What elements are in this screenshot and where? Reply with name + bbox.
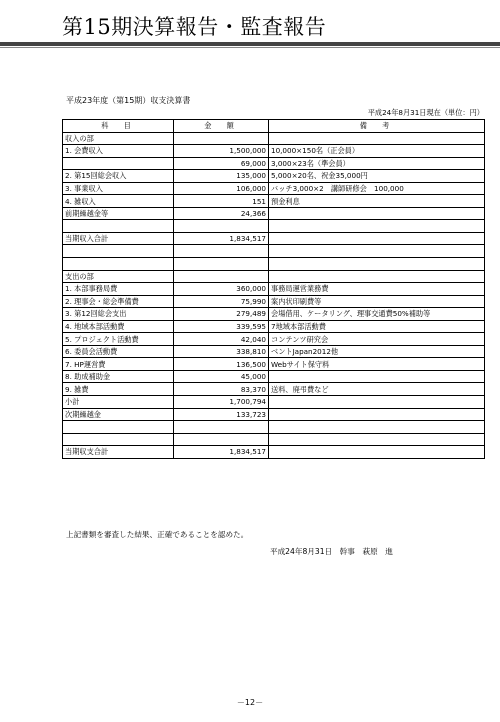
cell-item: 1. 本部事務局費 <box>63 283 174 296</box>
table-row <box>63 383 485 396</box>
cell-amount: 133,723 <box>174 408 269 421</box>
cell-notes: 預金利息 <box>269 195 485 208</box>
column-header-notes: 備 考 <box>269 120 485 133</box>
table-row <box>63 433 485 446</box>
cell-notes: ベントJapan2012他 <box>269 345 485 358</box>
cell-notes <box>269 258 485 271</box>
table-row <box>63 446 485 459</box>
cell-amount <box>174 258 269 271</box>
cell-amount <box>174 220 269 233</box>
table-row <box>63 345 485 358</box>
cell-item <box>63 157 174 170</box>
table-row <box>63 358 485 371</box>
table-row <box>63 245 485 258</box>
cell-notes <box>269 270 485 283</box>
cell-amount: 338,810 <box>174 345 269 358</box>
as-of-date: 平成24年8月31日現在（単位：円） <box>367 108 484 117</box>
cell-notes <box>269 207 485 220</box>
column-header-amount: 金 額 <box>174 120 269 133</box>
cell-notes <box>269 220 485 233</box>
cell-item: 支出の部 <box>63 270 174 283</box>
cell-notes <box>269 396 485 409</box>
cell-amount: 279,489 <box>174 308 269 321</box>
cell-item: 7. HP運営費 <box>63 358 174 371</box>
cell-amount: 69,000 <box>174 157 269 170</box>
table-row <box>63 320 485 333</box>
cell-notes: 事務局運営業務費 <box>269 283 485 296</box>
cell-amount: 106,000 <box>174 182 269 195</box>
table-row <box>63 182 485 195</box>
cell-notes: 送料、廃弔費など <box>269 383 485 396</box>
table-row <box>63 157 485 170</box>
table-row <box>63 195 485 208</box>
cell-notes <box>269 232 485 245</box>
cell-notes <box>269 446 485 459</box>
table-row <box>63 295 485 308</box>
cell-item: 8. 助成補助金 <box>63 370 174 383</box>
cell-item: 3. 事業収入 <box>63 182 174 195</box>
table-row <box>63 145 485 158</box>
cell-amount: 136,500 <box>174 358 269 371</box>
cell-item: 9. 雑費 <box>63 383 174 396</box>
table-row <box>63 283 485 296</box>
cell-amount: 360,000 <box>174 283 269 296</box>
cell-amount <box>174 132 269 145</box>
cell-item: 5. プロジェクト活動費 <box>63 333 174 346</box>
table-row <box>63 170 485 183</box>
auditor-signature: 平成24年8月31日 幹事 萩原 進 <box>270 547 393 556</box>
page-number: －12－ <box>236 698 264 707</box>
cell-item: 2. 第15回総会収入 <box>63 170 174 183</box>
table-row <box>63 270 485 283</box>
cell-amount: 1,834,517 <box>174 232 269 245</box>
table-row <box>63 232 485 245</box>
cell-item <box>63 258 174 271</box>
header-divider-thin <box>0 47 500 48</box>
cell-item: 収入の部 <box>63 132 174 145</box>
cell-item: 4. 雑収入 <box>63 195 174 208</box>
cell-amount: 45,000 <box>174 370 269 383</box>
cell-notes: 案内状印刷費等 <box>269 295 485 308</box>
cell-item: 2. 理事会・総会準備費 <box>63 295 174 308</box>
cell-amount: 83,370 <box>174 383 269 396</box>
cell-notes: 10,000×150名（正会員） <box>269 145 485 158</box>
cell-item: 6. 委員会活動費 <box>63 345 174 358</box>
page-header <box>0 0 500 48</box>
table-row <box>63 408 485 421</box>
cell-amount <box>174 245 269 258</box>
cell-item: 小計 <box>63 396 174 409</box>
header-divider <box>0 42 500 46</box>
cell-amount: 151 <box>174 195 269 208</box>
certification-statement: 上記書類を審査した結果、正確であることを認めた。 <box>66 530 249 539</box>
table-header-row <box>63 120 485 133</box>
table-row <box>63 132 485 145</box>
cell-item: 前期繰越金等 <box>63 207 174 220</box>
table-row <box>63 370 485 383</box>
cell-notes <box>269 421 485 434</box>
cell-item: 当期収支合計 <box>63 446 174 459</box>
cell-item: 3. 第12回総会支出 <box>63 308 174 321</box>
cell-item <box>63 433 174 446</box>
cell-item: 4. 地域本部活動費 <box>63 320 174 333</box>
cell-notes: 会場借用、ケータリング、理事交通費50%補助等 <box>269 308 485 321</box>
page-title: 第15期決算報告・監査報告 <box>62 15 327 39</box>
table-row <box>63 207 485 220</box>
cell-notes: 3,000×23名（準会員） <box>269 157 485 170</box>
cell-notes: 7地域本部活動費 <box>269 320 485 333</box>
cell-notes <box>269 245 485 258</box>
document-title: 平成23年度（第15期）収支決算書 <box>66 96 191 105</box>
table-row <box>63 220 485 233</box>
cell-amount <box>174 421 269 434</box>
settlement-table <box>62 119 485 459</box>
table-row <box>63 308 485 321</box>
cell-amount: 339,595 <box>174 320 269 333</box>
cell-item: 1. 会費収入 <box>63 145 174 158</box>
cell-amount: 135,000 <box>174 170 269 183</box>
cell-item <box>63 421 174 434</box>
cell-item <box>63 220 174 233</box>
table-row <box>63 258 485 271</box>
cell-item <box>63 245 174 258</box>
cell-notes: 5,000×20名、祝金35,000円 <box>269 170 485 183</box>
table-row <box>63 333 485 346</box>
cell-amount: 75,990 <box>174 295 269 308</box>
table-body <box>63 132 485 458</box>
cell-amount: 24,366 <box>174 207 269 220</box>
table-row <box>63 421 485 434</box>
cell-notes <box>269 370 485 383</box>
column-header-item: 科 目 <box>63 120 174 133</box>
cell-amount: 1,700,794 <box>174 396 269 409</box>
cell-notes <box>269 132 485 145</box>
cell-notes: Webサイト保守料 <box>269 358 485 371</box>
cell-item: 次期繰越金 <box>63 408 174 421</box>
cell-amount <box>174 270 269 283</box>
cell-amount: 42,040 <box>174 333 269 346</box>
cell-notes: コンテンツ研究会 <box>269 333 485 346</box>
cell-amount <box>174 433 269 446</box>
cell-notes: バッチ3,000×2 講師研修会 100,000 <box>269 182 485 195</box>
table-row <box>63 396 485 409</box>
cell-amount: 1,500,000 <box>174 145 269 158</box>
cell-notes <box>269 408 485 421</box>
cell-notes <box>269 433 485 446</box>
cell-amount: 1,834,517 <box>174 446 269 459</box>
cell-item: 当期収入合計 <box>63 232 174 245</box>
